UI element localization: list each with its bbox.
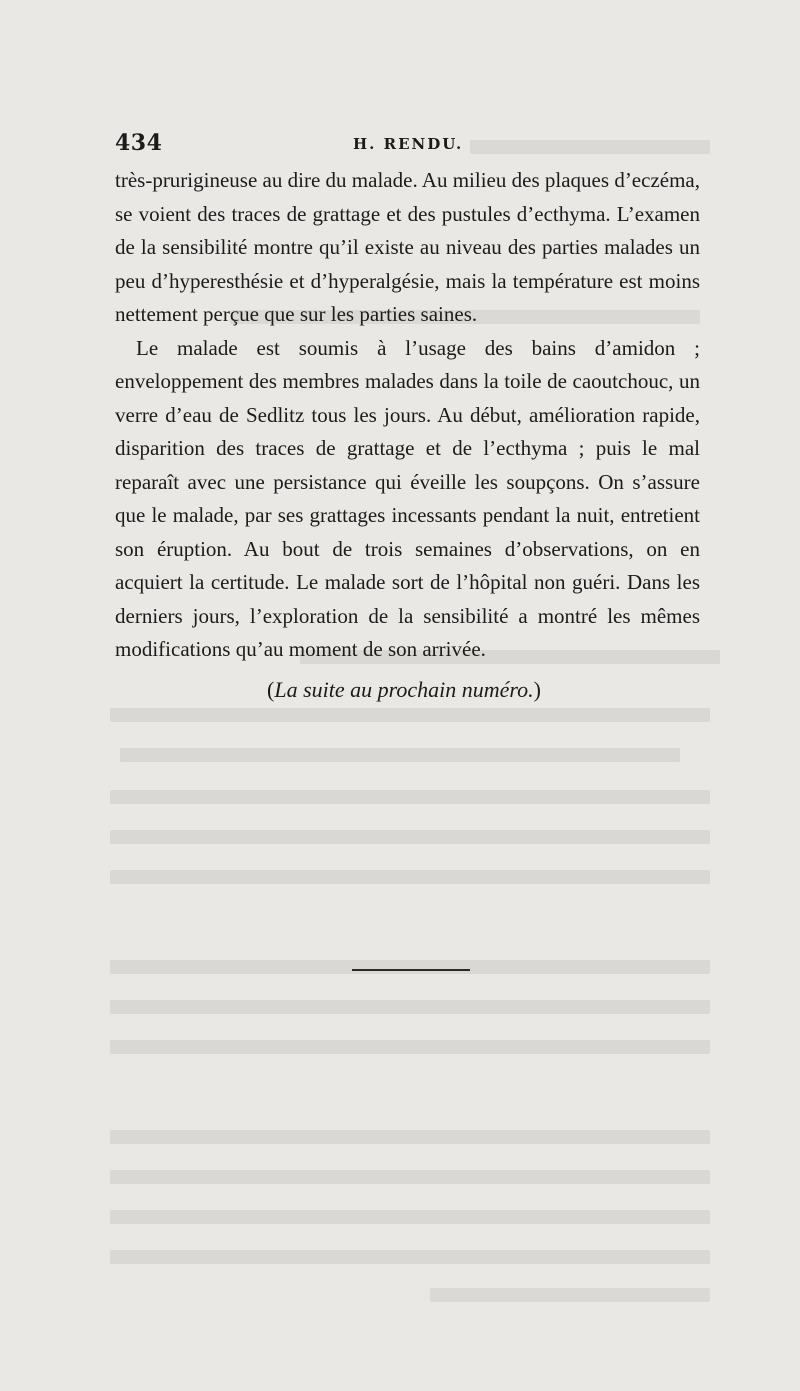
- body-text: [115, 164, 700, 667]
- paragraph-continued: très-prurigineuse au dire du malade. Au milieu des plaques d’eczéma, se voient des traces de grattage et des pustules d’ecthyma. L’examen de la sensibilité montre qu’il existe au niveau des parties malades un peu d’hyperesthésie et d’hyperalgésie, mais la température est moins nettement perçue que sur les parties saines.: [115, 168, 700, 326]
- running-head-author: H. RENDU.: [353, 135, 464, 153]
- running-head: [115, 128, 700, 164]
- continuation-close-paren: ): [533, 676, 541, 702]
- continuation-text: La suite au prochain numéro.: [274, 676, 534, 702]
- page-number: 434: [115, 130, 163, 156]
- paragraph-treatment: Le malade est soumis à l’usage des bains d’amidon ; enveloppement des membres malades dans la toile de caoutchouc, un verre d’eau de Sedlitz tous les jours. Au début, amélioration rapide, disparition des traces de grattage et de l’ecthyma ; puis le mal reparaît avec une persistance qui éveille les soupçons. On s’assure que le malade, par ses grattages incessants pendant la nuit, entretient son éruption. Au bout de trois semaines d’observations, on en acquiert la certitude. Le malade sort de l’hôpital non guéri. Dans les derniers jours, l’exploration de la sensibilité a montré les mêmes modifications qu’au moment de son arrivée.: [115, 335, 700, 661]
- continuation-note: [115, 677, 700, 703]
- book-page: [115, 128, 700, 703]
- continuation-open-paren: (: [267, 676, 275, 702]
- end-rule: [352, 969, 470, 971]
